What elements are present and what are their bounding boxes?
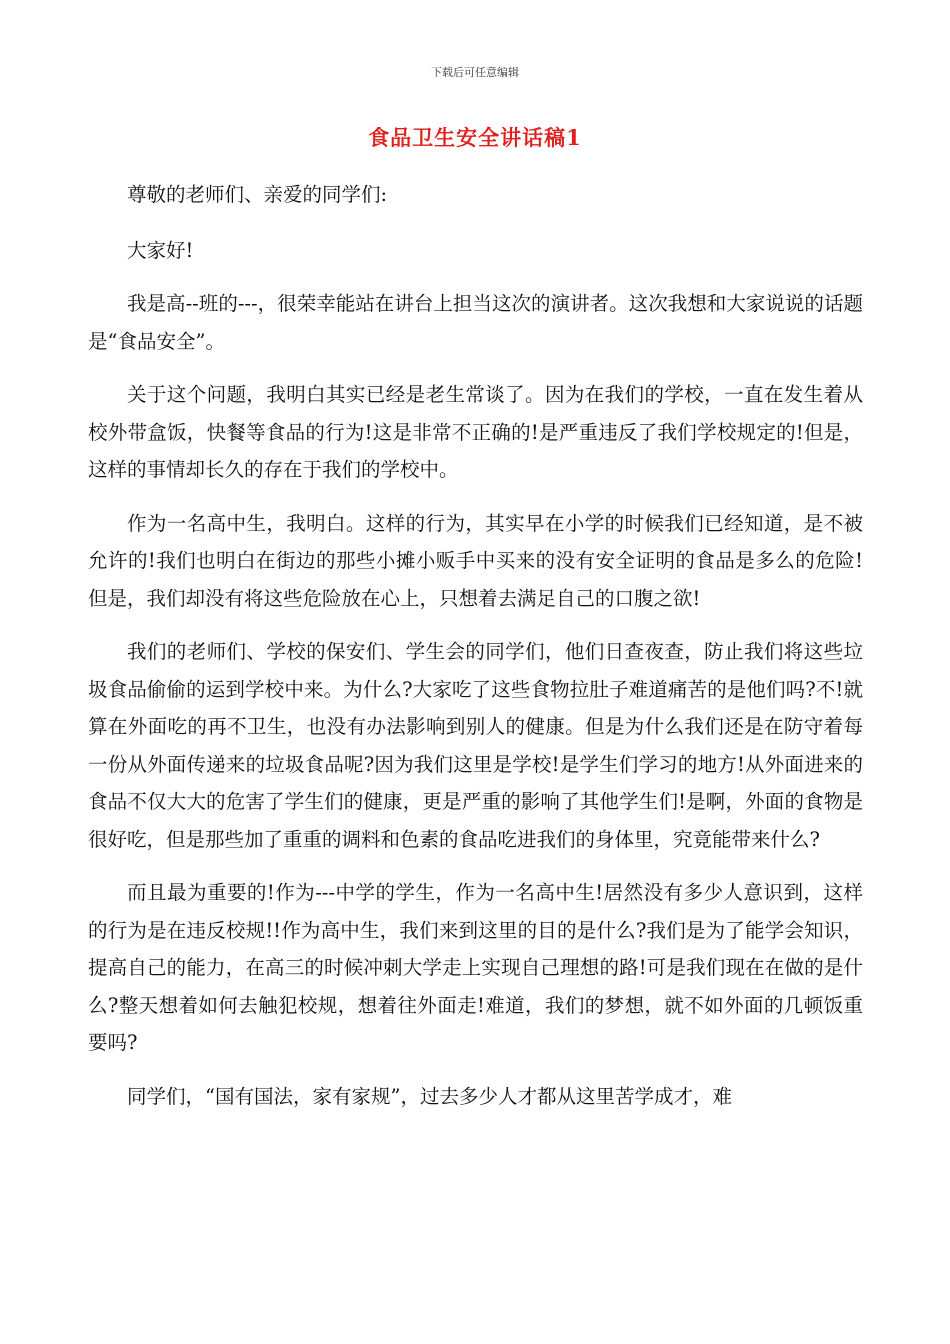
paragraph-salutation: 尊敬的老师们、亲爱的同学们: xyxy=(127,183,388,206)
paragraph-greeting: 大家好! xyxy=(127,238,194,262)
document-title: 食品卫生安全讲话稿1 xyxy=(368,125,582,150)
paragraph-problem: 关于这个问题，我明白其实已经是老生常谈了。因为在我们的学校，一直在发生着从校外带盒饭，快餐等食品的行为!这是非常不正确的!是严重违反了我们学校规定的!但是，这样的事情却长久的存在于我们的学校中。 xyxy=(88,383,863,481)
paragraph-guards: 我们的老师们、学校的保安们、学生会的同学们，他们日查夜查，防止我们将这些垃圾食品偷偷的运到学校中来。为什么?大家吃了这些食物拉肚子难道痛苦的是他们吗?不!就算在外面吃的再不卫生，也没有办法影响到别人的健康。但是为什么我们还是在防守着每一份从外面传递来的垃圾食品呢?因为我们这里是学校!是学生们学习的地方!从外面进来的食品不仅大大的危害了学生们的健康，更是严重的影响了其他学生们!是啊，外面的食物是很好吃，但是那些加了重重的调料和色素的食品吃进我们的身体里，究竟能带来什么? xyxy=(88,640,863,851)
paragraph-awareness: 作为一名高中生，我明白。这样的行为，其实早在小学的时候我们已经知道，是不被允许的!我们也明白在街边的那些小摊小贩手中买来的没有安全证明的食品是多么的危险!但是，我们却没有将这些危险放在心上，只想着去满足自己的口腹之欲! xyxy=(88,511,863,610)
paragraph-intro: 我是高--班的---，很荣幸能站在讲台上担当这次的演讲者。这次我想和大家说说的话题是“食品安全”。 xyxy=(88,292,863,353)
header-note: 下载后可任意编辑 xyxy=(431,66,519,79)
paragraph-importance: 而且最为重要的!作为---中学的学生，作为一名高中生!居然没有多少人意识到，这样的行为是在违反校规!!作为高中生，我们来到这里的目的是什么?我们是为了能学会知识，提高自己的能力，在高三的时候冲刺大学走上实现自己理想的路!可是我们现在在做的是什么?整天想着如何去触犯校规，想着往外面走!难道，我们的梦想，就不如外面的几顿饭重要吗? xyxy=(88,881,863,1054)
document-body xyxy=(88,176,863,1131)
paragraph-closing: 同学们，“国有国法，家有家规”，过去多少人才都从这里苦学成才，难 xyxy=(127,1084,732,1108)
